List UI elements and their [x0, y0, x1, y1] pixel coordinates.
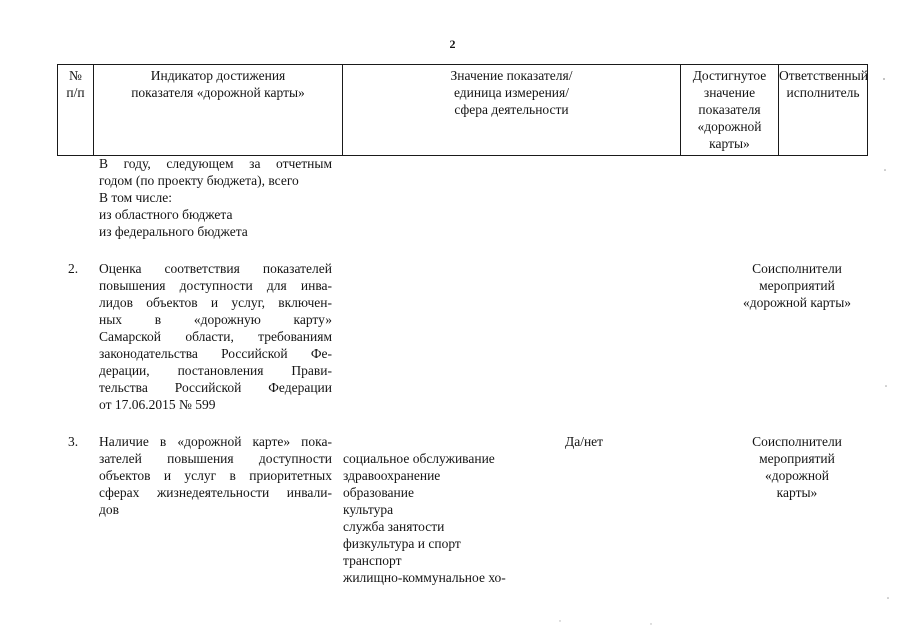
row-3-responsible [722, 433, 872, 501]
indicator-line: дов [99, 502, 119, 517]
responsible-line: карты» [776, 485, 818, 500]
scan-speck [650, 623, 651, 624]
responsible-line: Соисполнители [752, 261, 842, 276]
sphere-item: культура [343, 502, 394, 517]
row-2-indicator [99, 260, 332, 413]
continuation-line: из федерального бюджета [99, 224, 248, 239]
header-responsible-line: исполнитель [786, 85, 860, 100]
row-2-responsible [722, 260, 872, 311]
indicator-line: повышения доступности для инва- [99, 278, 332, 293]
header-achieved-line: показателя [698, 102, 761, 117]
header-achieved-line: значение [703, 85, 756, 100]
indicator-line: от 17.06.2015 № 599 [99, 397, 216, 412]
row-3-indicator [99, 433, 332, 518]
sphere-item: образование [343, 485, 414, 500]
row-3-spheres [343, 450, 506, 586]
header-value-line: Значение показателя/ [450, 68, 573, 83]
sphere-item: здравоохранение [343, 468, 441, 483]
indicator-line: лидов объектов и услуг, включен- [99, 295, 332, 310]
header-achieved-line: «дорожной [697, 119, 762, 134]
responsible-line: Соисполнители [752, 434, 842, 449]
responsible-line: «дорожной [764, 468, 830, 483]
continuation-block [99, 155, 332, 240]
header-value-line: единица измерения/ [453, 85, 569, 100]
header-achieved [681, 65, 779, 155]
sphere-item: жилищно-коммунальное хо- [343, 570, 506, 585]
row-2-number: 2. [68, 261, 79, 276]
header-indicator-line: показателя «дорожной карты» [131, 85, 305, 100]
responsible-line: мероприятий [759, 278, 835, 293]
header-number [58, 65, 94, 155]
header-indicator-line: Индикатор достижения [150, 68, 286, 83]
scan-speck [884, 169, 886, 171]
scan-speck [885, 385, 887, 387]
indicator-line: дерации, постановления Прави- [99, 363, 332, 378]
scan-speck [559, 620, 560, 621]
indicator-line: сферах жизнедеятельности инвали- [99, 485, 332, 500]
sphere-item: социальное обслуживание [343, 451, 495, 466]
continuation-line: из областного бюджета [99, 207, 233, 222]
indicator-line: законодательства Российской Фе- [99, 346, 332, 361]
header-number-line: п/п [66, 85, 85, 100]
header-responsible-line: Ответственный [779, 68, 868, 83]
indicator-line: Оценка соответствия показателей [99, 261, 332, 276]
header-number-line: № [69, 68, 82, 83]
continuation-line: годом (по проекту бюджета), всего [99, 173, 299, 188]
continuation-line: В том числе: [99, 190, 172, 205]
row-3-number: 3. [68, 434, 79, 449]
responsible-line: мероприятий [759, 451, 835, 466]
indicator-line: объектов и услуг в приоритетных [99, 468, 332, 483]
sphere-item: физкультура и спорт [343, 536, 461, 551]
header-value-line: сфера деятельности [454, 102, 569, 117]
scan-speck [887, 597, 889, 599]
indicator-line: Самарской области, требованиям [99, 329, 332, 344]
sphere-item: транспорт [343, 553, 402, 568]
row-3-value-head: Да/нет [565, 434, 604, 449]
continuation-line: В году, следующем за отчетным [99, 156, 332, 171]
indicator-line: зателей повышения доступности [99, 451, 332, 466]
header-achieved-line: карты» [709, 136, 750, 151]
header-indicator [94, 65, 343, 155]
indicator-line: тельства Российской Федерации [99, 380, 332, 395]
header-value [343, 65, 681, 155]
table-header [57, 64, 868, 156]
header-achieved-line: Достигнутое [692, 68, 767, 83]
scan-speck [883, 78, 885, 80]
page-number: 2 [449, 37, 456, 51]
responsible-line: «дорожной карты» [742, 295, 852, 310]
sphere-item: служба занятости [343, 519, 445, 534]
header-responsible [779, 65, 867, 155]
indicator-line: Наличие в «дорожной карте» пока- [99, 434, 332, 449]
indicator-line: ных в «дорожную карту» [99, 312, 332, 327]
